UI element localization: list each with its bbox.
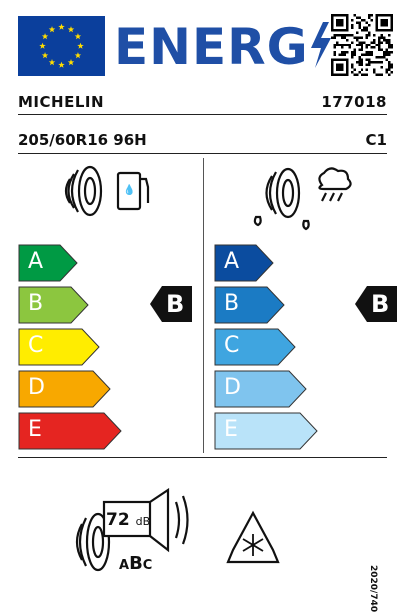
fuel-bar-label: C bbox=[28, 333, 44, 358]
noise-class-a: A bbox=[119, 558, 130, 573]
fuel-bar-label: D bbox=[28, 375, 45, 400]
eu-flag-icon bbox=[18, 16, 105, 76]
wet-bar-d bbox=[214, 370, 307, 408]
fuel-bar-a bbox=[18, 244, 78, 282]
tyre-rain-cloud-icon bbox=[250, 165, 360, 237]
vertical-divider bbox=[203, 158, 204, 453]
wet-bar-label: E bbox=[224, 417, 238, 442]
wet-bar-label: C bbox=[224, 333, 240, 358]
snowflake-mountain-icon bbox=[225, 510, 281, 568]
tyre-size: 205/60R16 96H bbox=[18, 131, 147, 149]
lightning-icon bbox=[309, 22, 333, 68]
fuel-bar-e bbox=[18, 412, 122, 450]
energy-title: ENERG bbox=[114, 17, 333, 77]
fuel-bar-b bbox=[18, 286, 89, 324]
noise-class bbox=[119, 553, 152, 574]
wet-bar-label: A bbox=[224, 249, 240, 274]
wet-bar-b bbox=[214, 286, 285, 324]
wet-bar-a bbox=[214, 244, 274, 282]
fuel-bar-label: B bbox=[28, 291, 44, 316]
regulation-number: 2020/740 bbox=[368, 565, 378, 612]
article-number: 177018 bbox=[321, 93, 387, 111]
divider bbox=[18, 114, 387, 115]
divider bbox=[18, 457, 387, 458]
wet-rating-marker: B bbox=[355, 286, 397, 322]
tyre-fuel-pump-icon bbox=[60, 165, 155, 221]
fuel-rating-marker: B bbox=[150, 286, 192, 322]
fuel-bar-c bbox=[18, 328, 100, 366]
svg-text:💧: 💧 bbox=[123, 185, 136, 196]
wet-bar-e bbox=[214, 412, 318, 450]
wet-bar-label: B bbox=[224, 291, 240, 316]
brand-name: MICHELIN bbox=[18, 93, 105, 111]
fuel-bar-d bbox=[18, 370, 111, 408]
tyre-class: C1 bbox=[365, 131, 387, 149]
noise-value: 72 dB bbox=[106, 510, 151, 530]
wet-bar-label: D bbox=[224, 375, 241, 400]
noise-class-c: C bbox=[142, 558, 153, 573]
noise-class-b: B bbox=[129, 553, 143, 574]
wet-bar-c bbox=[214, 328, 296, 366]
divider bbox=[18, 153, 387, 154]
fuel-bar-label: E bbox=[28, 417, 42, 442]
qr-code-icon bbox=[331, 14, 393, 76]
fuel-bar-label: A bbox=[28, 249, 44, 274]
